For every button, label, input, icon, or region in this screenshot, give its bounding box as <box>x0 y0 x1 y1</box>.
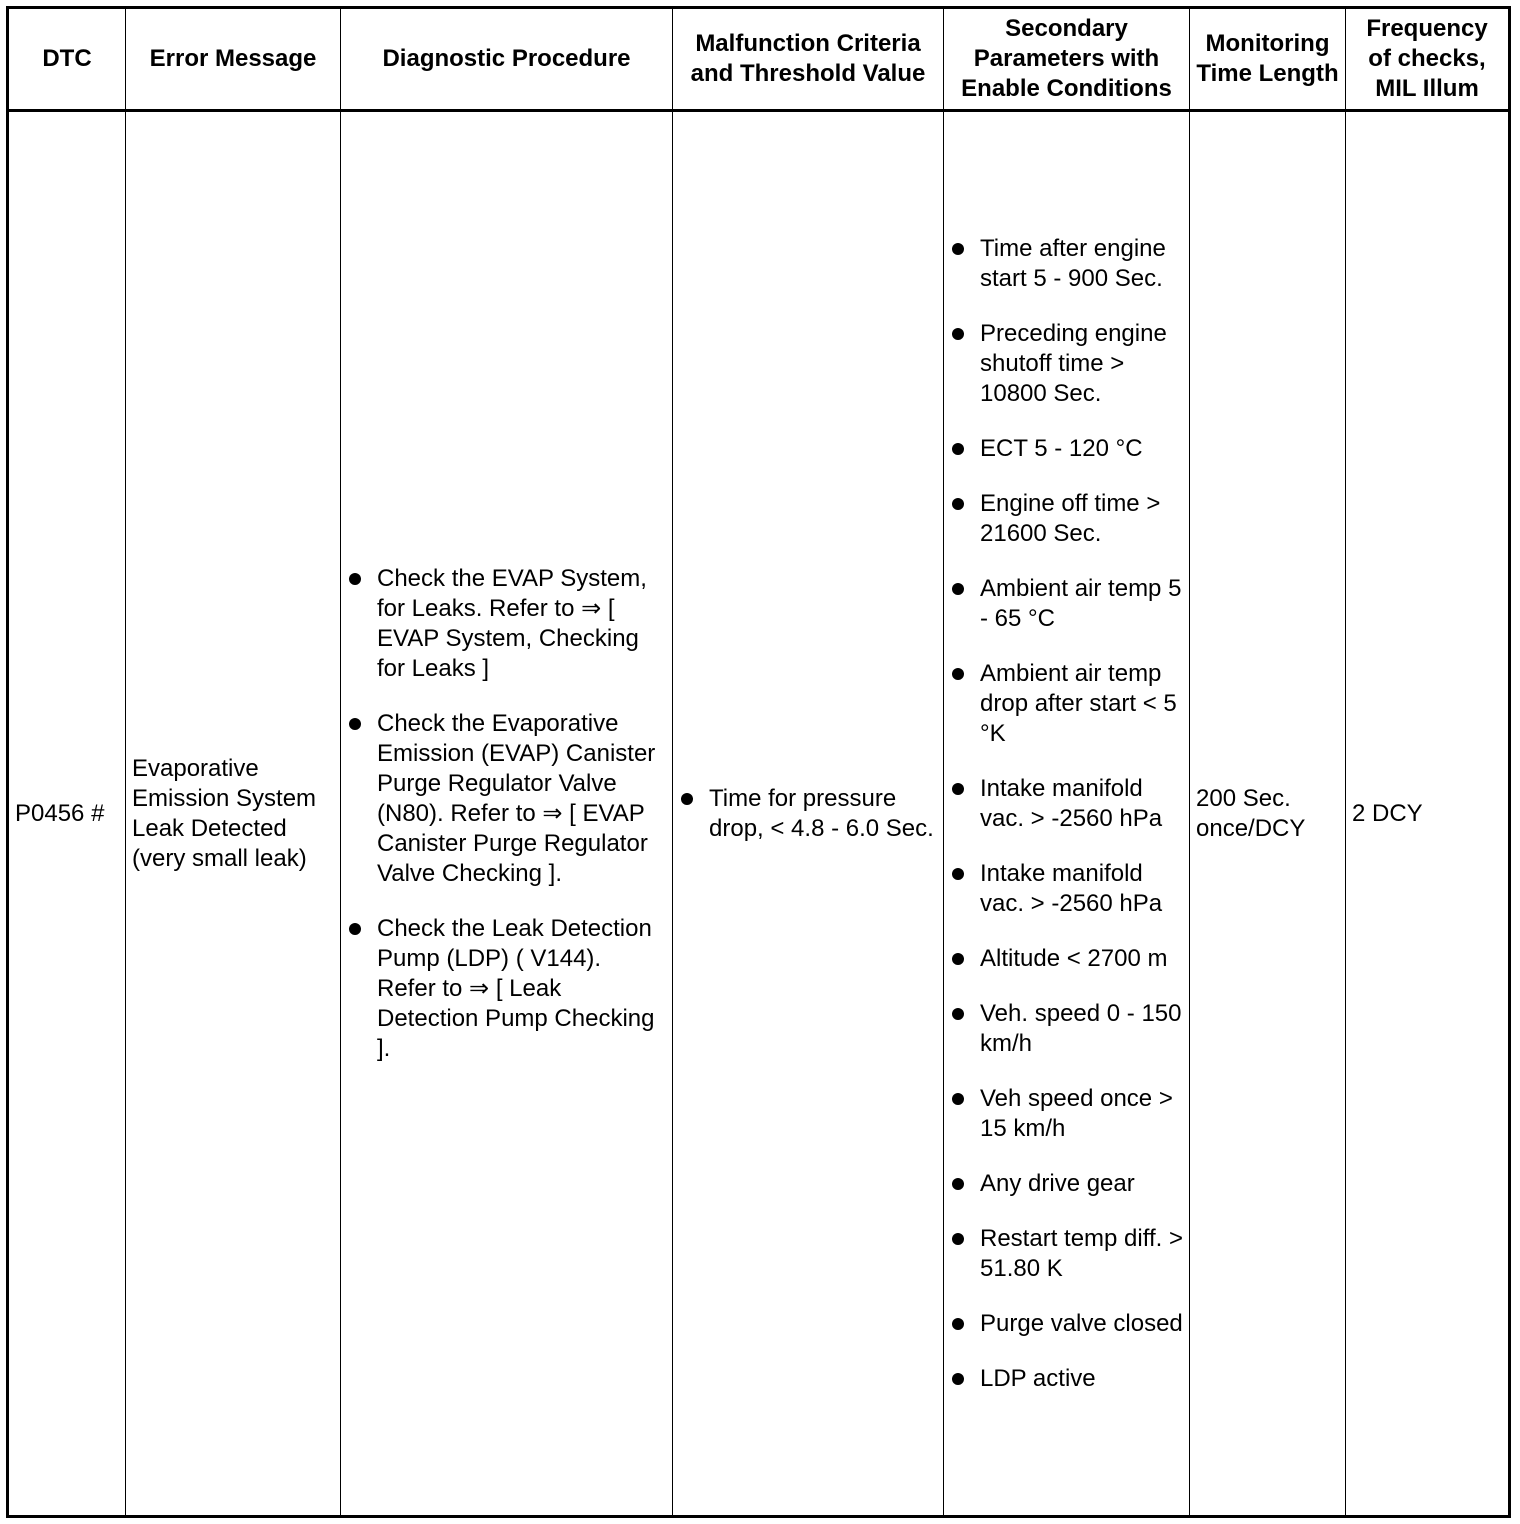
header-row <box>8 8 1510 111</box>
enable-condition: Any drive gear <box>950 1169 1183 1199</box>
malfunction-criteria-list <box>679 784 937 844</box>
cell-monitoring-time: 200 Sec. once/DCY <box>1190 111 1346 1517</box>
enable-condition: Intake manifold vac. > -2560 hPa <box>950 774 1183 834</box>
enable-condition: Preceding engine shutoff time > 10800 Sec. <box>950 319 1183 409</box>
header-secondary-parameters: Secondary Parameters with Enable Conditions <box>944 8 1190 111</box>
enable-condition: Time after engine start 5 - 900 Sec. <box>950 234 1183 294</box>
cell-frequency: 2 DCY <box>1346 111 1510 1517</box>
diagnostic-procedure-list <box>347 564 666 1064</box>
enable-condition: Ambient air temp 5 - 65 °C <box>950 574 1183 634</box>
dtc-table <box>6 6 1511 1518</box>
header-dtc: DTC <box>8 8 126 111</box>
diagnostic-step: Check the Leak Detection Pump (LDP) ( V144). Refer to ⇒ [ Leak Detection Pump Checking ]. <box>347 914 666 1064</box>
enable-condition: Purge valve closed <box>950 1309 1183 1339</box>
header-diagnostic-procedure: Diagnostic Procedure <box>341 8 673 111</box>
cell-dtc: P0456 # <box>8 111 126 1517</box>
cell-error-message: Evaporative Emission System Leak Detected (very small leak) <box>126 111 341 1517</box>
enable-condition: Ambient air temp drop after start < 5 °K <box>950 659 1183 749</box>
cell-malfunction-criteria <box>673 111 944 1517</box>
enable-condition: Engine off time > 21600 Sec. <box>950 489 1183 549</box>
enable-condition: Veh. speed 0 - 150 km/h <box>950 999 1183 1059</box>
secondary-parameters-list <box>950 234 1183 1394</box>
diagnostic-step: Check the Evaporative Emission (EVAP) Canister Purge Regulator Valve (N80). Refer to ⇒ [ EVAP Canister Purge Regulator Valve Checking ]. <box>347 709 666 889</box>
table-row <box>8 111 1510 1517</box>
header-error-message: Error Message <box>126 8 341 111</box>
header-frequency: Frequency of checks, MIL Illum <box>1346 8 1510 111</box>
header-malfunction-criteria: Malfunction Criteria and Threshold Value <box>673 8 944 111</box>
enable-condition: Intake manifold vac. > -2560 hPa <box>950 859 1183 919</box>
enable-condition: Veh speed once > 15 km/h <box>950 1084 1183 1144</box>
malfunction-criterion: Time for pressure drop, < 4.8 - 6.0 Sec. <box>679 784 937 844</box>
cell-secondary-parameters <box>944 111 1190 1517</box>
diagnostic-step: Check the EVAP System, for Leaks. Refer to ⇒ [ EVAP System, Checking for Leaks ] <box>347 564 666 684</box>
header-monitoring-time: Monitoring Time Length <box>1190 8 1346 111</box>
enable-condition: LDP active <box>950 1364 1183 1394</box>
enable-condition: Altitude < 2700 m <box>950 944 1183 974</box>
enable-condition: Restart temp diff. > 51.80 K <box>950 1224 1183 1284</box>
cell-diagnostic-procedure <box>341 111 673 1517</box>
enable-condition: ECT 5 - 120 °C <box>950 434 1183 464</box>
